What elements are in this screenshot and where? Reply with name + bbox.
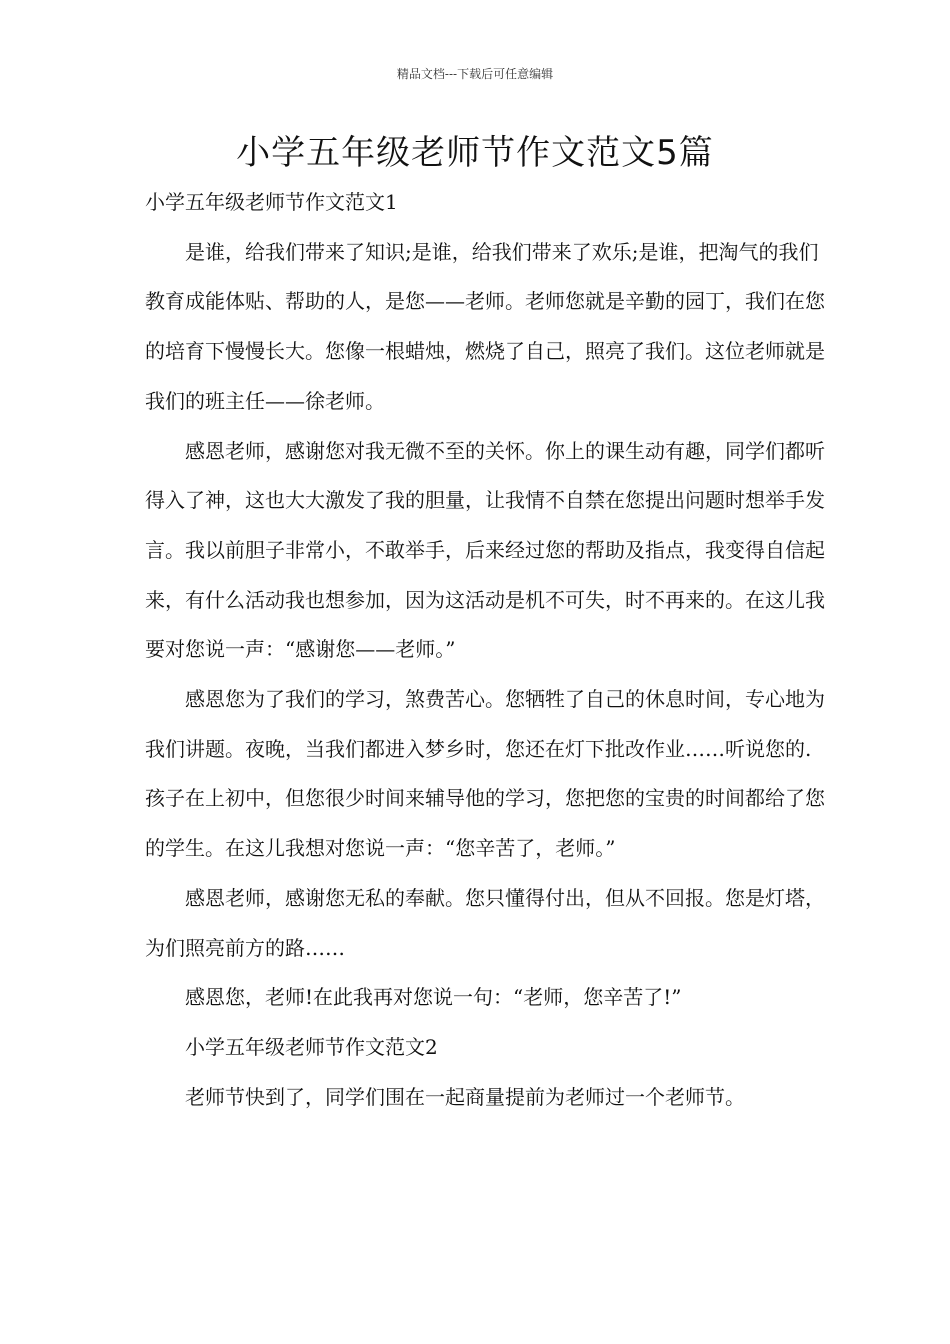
paragraph-3: 感恩您为了我们的学习，煞费苦心。您牺牲了自己的休息时间，专心地为我们讲题。夜晚，当我们都进入梦乡时，您还在灯下批改作业……听说您的.孩子在上初中，但您很少时间来辅导他的学习，您把您的宝贵的时间都给了您的学生。在这儿我想对您说一声：“您辛苦了，老师。” [145,687,825,861]
paragraph-5: 感恩您，老师!在此我再对您说一句：“老师，您辛苦了!” [185,985,682,1010]
paragraph-2: 感恩老师，感谢您对我无微不至的关怀。你上的课生动有趣，同学们都听得入了神，这也大大激发了我的胆量，让我情不自禁在您提出问题时想举手发言。我以前胆子非常小，不敢举手，后来经过您的帮助及指点，我变得自信起来，有什么活动我也想参加，因为这活动是机不可失，时不再来的。在这儿我要对您说一声：“感谢您——老师。” [145,438,825,662]
subheading-essay-1: 小学五年级老师节作文范文1 [145,190,398,214]
subheading-essay-2: 小学五年级老师节作文范文2 [185,1034,438,1059]
document-body [145,178,825,1122]
document-title: 小学五年级老师节作文范文5篇 [236,133,714,173]
header-note: 精品文档---下载后可任意编辑 [396,67,554,81]
paragraph-6: 老师节快到了，同学们围在一起商量提前为老师过一个老师节。 [185,1084,745,1109]
paragraph-4: 感恩老师，感谢您无私的奉献。您只懂得付出，但从不回报。您是灯塔，为们照亮前方的路…… [145,885,825,960]
paragraph-1: 是谁，给我们带来了知识;是谁，给我们带来了欢乐;是谁，把淘气的我们教育成能体贴、帮助的人，是您——老师。老师您就是辛勤的园丁，我们在您的培育下慢慢长大。您像一根蜡烛，燃烧了自己，照亮了我们。这位老师就是我们的班主任——徐老师。 [145,239,825,413]
